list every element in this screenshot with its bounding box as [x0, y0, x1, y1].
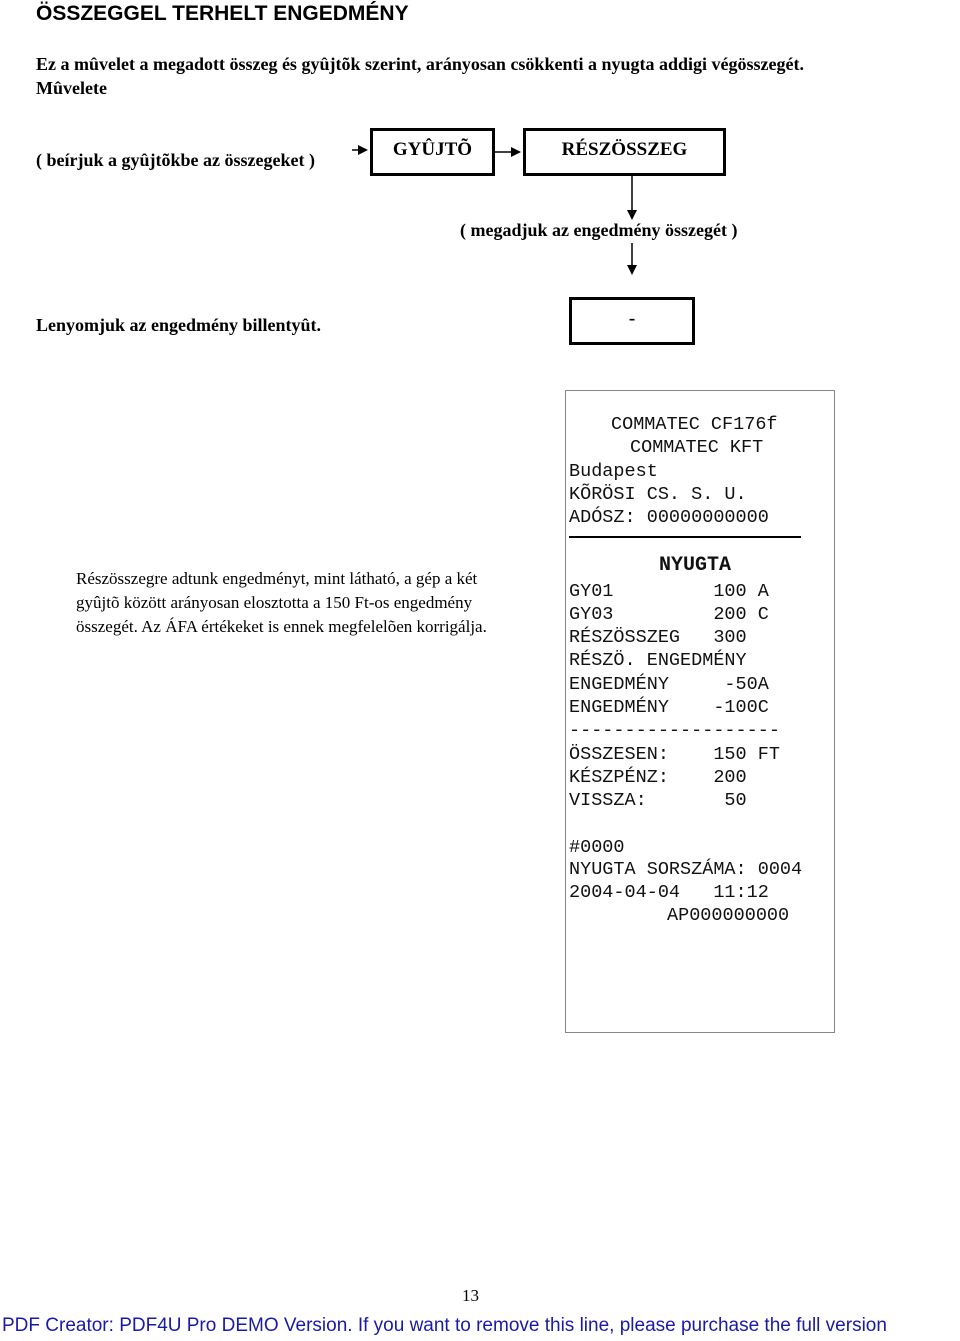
step-press-discount-key: Lenyomjuk az engedmény billentyût. — [36, 315, 322, 335]
receipt-ap-code: AP000000000 — [667, 905, 790, 926]
receipt-title: NYUGTA — [659, 554, 732, 577]
receipt-number: #0000 — [569, 837, 625, 858]
receipt-serial: NYUGTA SORSZÁMA: 0004 — [569, 859, 803, 880]
receipt-separator-line — [569, 536, 801, 538]
key-minus: - — [569, 297, 695, 345]
key-gyujto: GYÛJTÕ — [370, 128, 495, 176]
receipt-datetime: 2004-04-04 11:12 — [569, 882, 769, 903]
receipt-line-subtotal: RÉSZÖSSZEG 300 — [569, 627, 747, 648]
receipt-tax-id: ADÓSZ: 00000000000 — [569, 507, 769, 528]
demo-footer: PDF Creator: PDF4U Pro DEMO Version. If you want to remove this line, please purchase the full version — [2, 1315, 887, 1336]
receipt-dashes: ------------------- — [569, 720, 780, 741]
page-title: ÖSSZEGGEL TERHELT ENGEDMÉNY — [36, 2, 409, 25]
page-number: 13 — [462, 1286, 479, 1305]
receipt-change: VISSZA: 50 — [569, 790, 747, 811]
receipt-line-discount-c: ENGEDMÉNY -100C — [569, 697, 769, 718]
receipt-line-discount-a: ENGEDMÉNY -50A — [569, 674, 769, 695]
step-enter-discount: ( megadjuk az engedmény összegét ) — [460, 220, 738, 240]
operation-label: Mûvelete — [36, 78, 107, 98]
receipt-line-subtotal-discount: RÉSZÖ. ENGEDMÉNY — [569, 650, 747, 671]
receipt-line-gy03: GY03 200 C — [569, 604, 769, 625]
receipt-street: KÕRÖSI CS. S. U. — [569, 484, 747, 505]
receipt-header-company: COMMATEC KFT — [630, 437, 764, 458]
step-enter-amounts: ( beírjuk a gyûjtõkbe az összegeket ) — [36, 150, 315, 170]
receipt-line-gy01: GY01 100 A — [569, 581, 769, 602]
receipt-total: ÖSSZESEN: 150 FT — [569, 744, 780, 765]
intro-text: Ez a mûvelet a megadott összeg és gyûjtõk szerint, arányosan csökkenti a nyugta addigi végösszegét. — [36, 54, 804, 74]
flow-arrows — [0, 0, 960, 400]
receipt-city: Budapest — [569, 461, 658, 482]
receipt-header-model: COMMATEC CF176f — [611, 414, 778, 435]
description-paragraph: Részösszegre adtunk engedményt, mint látható, a gép a két gyûjtõ között arányosan elosztotta a 150 Ft-os engedmény összegét. Az ÁFA értékeket is ennek megfelelõen korrigálja. — [76, 569, 487, 636]
receipt-cash: KÉSZPÉNZ: 200 — [569, 767, 747, 788]
key-reszosszeg: RÉSZÖSSZEG — [523, 128, 726, 176]
